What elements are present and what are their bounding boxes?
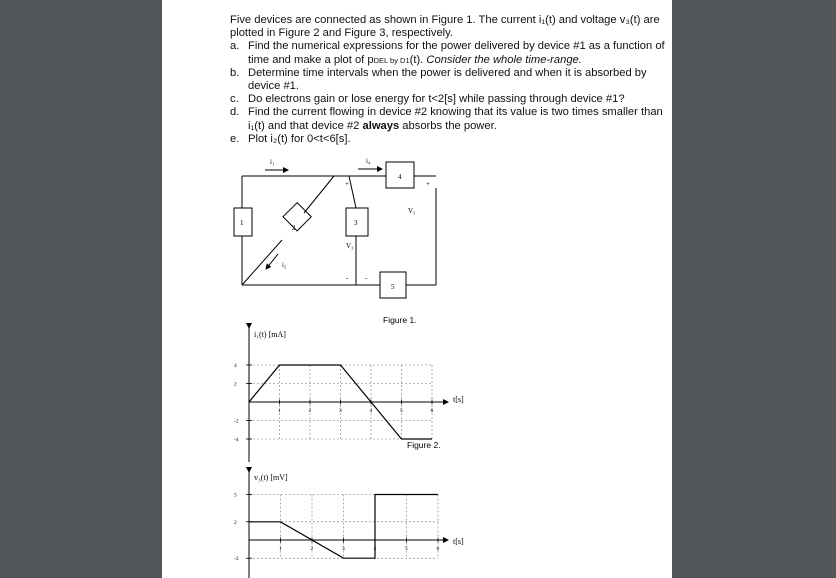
c1-y-tick-label: -2 <box>234 418 239 425</box>
c1-x-tick-label: 3 <box>339 408 342 414</box>
i4-label: i₄ <box>366 157 371 165</box>
problem-intro: Five devices are connected as shown in Figure 1. The current i₁(t) and voltage v₃(t) are plotted in Figure 2 and Figure 3, respectively. <box>230 14 660 40</box>
c2-x-tick-label: 3 <box>342 546 345 552</box>
c2-y-tick-label: 5 <box>234 492 237 499</box>
c1-x-tick-label: 1 <box>278 408 281 414</box>
question-b: b. Determine time intervals when the power is delivered and when it is absorbed by device #1. <box>230 66 647 93</box>
question-e: e. Plot i₂(t) for 0<t<6[s]. <box>230 132 351 145</box>
c2-x-tick-label: 6 <box>436 546 440 552</box>
question-d: d. Find the current flowing in device #2 knowing that its value is two times smaller than i₁(t) and that device #2 always absorbs the power. <box>230 106 663 132</box>
c2-x-tick-label: 2 <box>310 546 314 552</box>
current-chart-ylabel: i₁(t) [mA] <box>254 330 286 339</box>
c2-x-tick-label: 4 <box>373 546 377 552</box>
v5-label: V₅ <box>408 207 416 215</box>
figure-1-caption: Figure 1. <box>383 315 417 325</box>
device-2-label: 2 <box>292 224 296 232</box>
question-a: a. Find the numerical expressions for the power delivered by device #1 as a function of time and make a plot of pDEL by D1(t). Consider the whole time-range. <box>230 40 665 66</box>
device-4-label: 4 <box>398 173 402 181</box>
device-5-label: 5 <box>391 283 395 291</box>
voltage-chart-xlabel: t[s] <box>453 537 464 546</box>
document-page <box>162 0 672 578</box>
v3-label: V₃ <box>346 242 354 250</box>
i2-label: i₂ <box>282 261 287 269</box>
c2-x-tick-label: 1 <box>279 546 282 552</box>
c1-y-tick-label: 4 <box>234 363 237 369</box>
c1-x-tick-label: 2 <box>308 408 312 414</box>
device-1-label: 1 <box>240 219 244 227</box>
c1-y-tick-label: -4 <box>234 437 239 443</box>
c2-y-tick-label: -2 <box>234 556 239 563</box>
v5-plus: + <box>426 180 430 188</box>
v3-plus: + <box>345 180 349 188</box>
c1-y-tick-label: 2 <box>234 381 237 388</box>
v5-minus: - <box>365 274 368 282</box>
c2-x-tick-label: 5 <box>405 546 408 552</box>
voltage-chart-ylabel: v₃(t) [mV] <box>254 473 288 482</box>
i1-label: i₁ <box>270 158 275 166</box>
current-chart-xlabel: t[s] <box>453 395 464 404</box>
c1-x-tick-label: 6 <box>430 408 434 414</box>
figure-2-caption: Figure 2. <box>407 440 441 450</box>
c1-x-tick-label: 4 <box>369 408 373 414</box>
c2-y-tick-label: 2 <box>234 519 237 526</box>
v3-minus: - <box>346 274 349 282</box>
question-c: c. Do electrons gain or lose energy for t<2[s] while passing through device #1? <box>230 93 625 106</box>
c1-x-tick-label: 5 <box>400 408 403 414</box>
voltage-chart <box>162 0 672 578</box>
device-3-label: 3 <box>354 219 358 227</box>
